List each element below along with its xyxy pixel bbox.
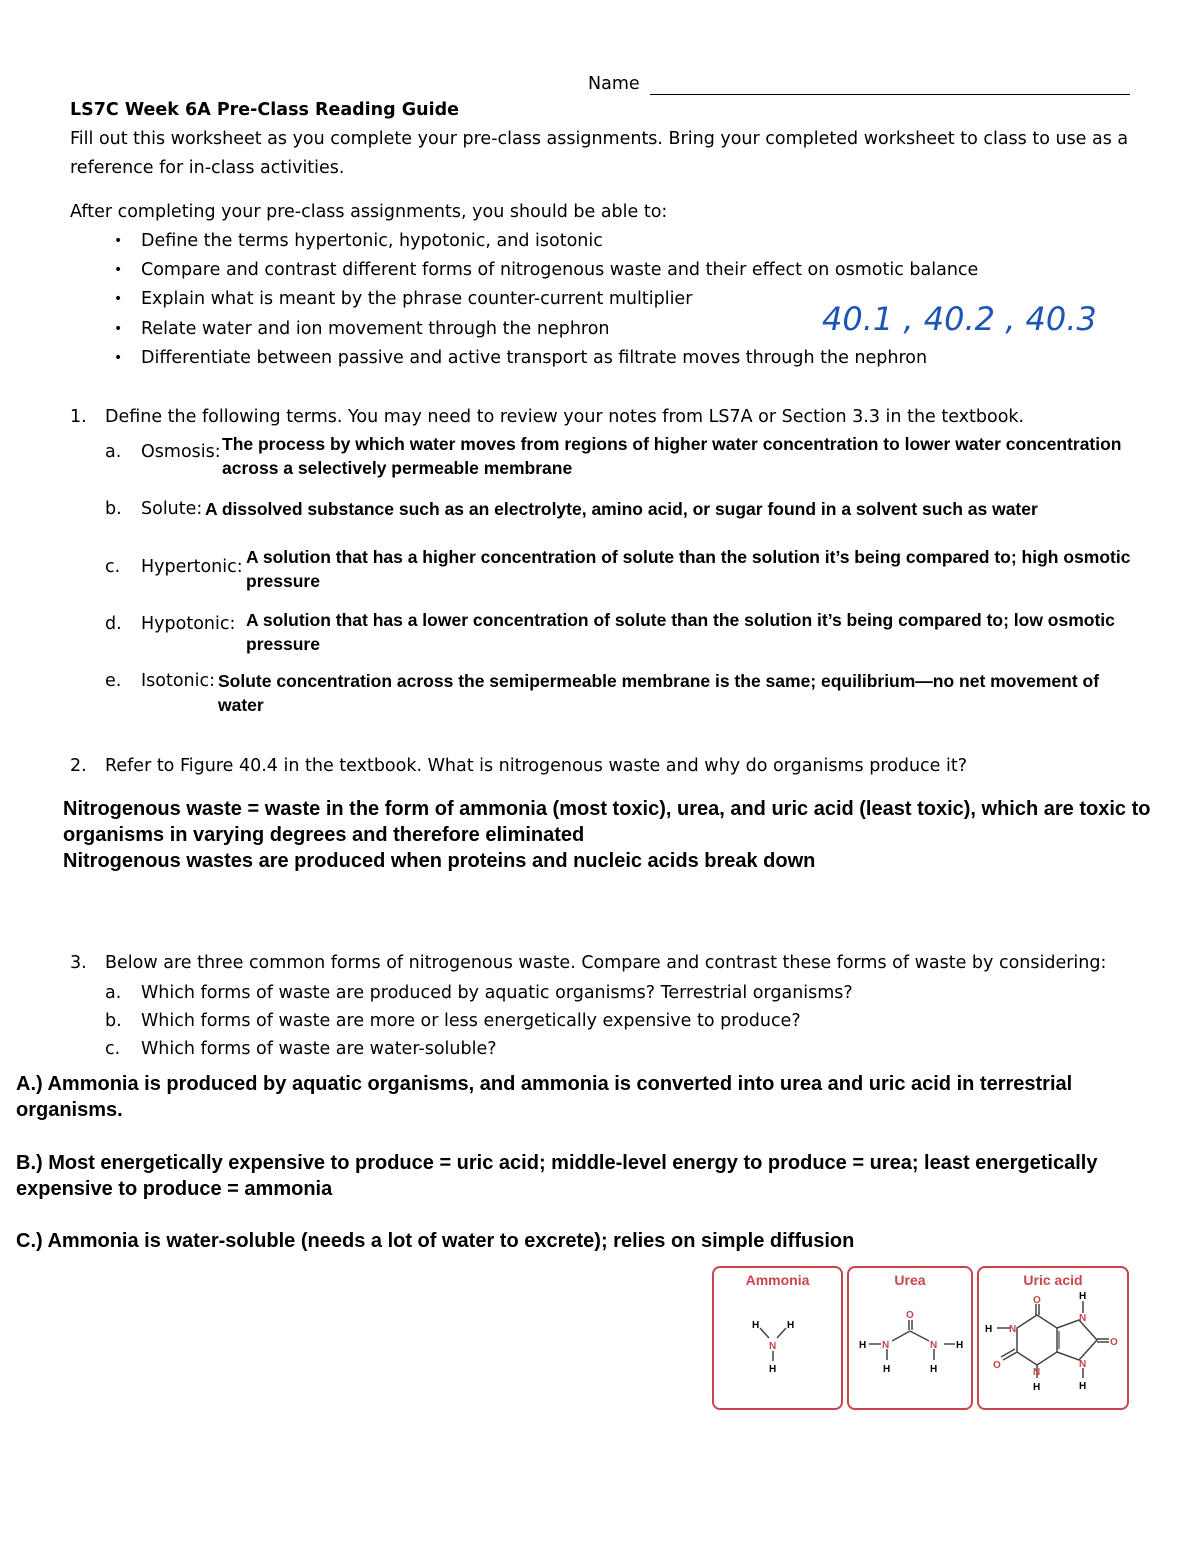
q1-letter: c. [105,557,121,577]
q3-answer-a[interactable]: A.) Ammonia is produced by aquatic organisms, and ammonia is converted into urea and uric acid in terrestrial organisms. [16,1073,1073,1121]
objective-item: Explain what is meant by the phrase counter-current multiplier [141,289,693,309]
atom-h: H [787,1320,795,1331]
atom-n: N [1079,1359,1087,1370]
q1-term: Hypertonic: [141,557,243,577]
objective-item: Compare and contrast different forms of nitrogenous waste and their effect on osmotic balance [141,260,979,280]
uric-acid-panel [977,1266,1129,1410]
q1-prompt: Define the following terms. You may need to review your notes from LS7A or Section 3.3 in the textbook. [105,407,1025,427]
objective-item: Relate water and ion movement through the nephron [141,319,610,339]
urea-structure [849,1268,971,1408]
q2-prompt: Refer to Figure 40.4 in the textbook. What is nitrogenous waste and why do organisms produce it? [105,756,968,776]
q3-letter: a. [105,983,122,1003]
atom-o: O [993,1360,1001,1371]
atom-h: H [859,1340,867,1351]
atom-n: N [1009,1324,1017,1335]
objectives-lead: After completing your pre-class assignments, you should be able to: [70,202,668,222]
intro-line-1: Fill out this worksheet as you complete your pre-class assignments. Bring your completed worksheet to class to use as a [70,129,1129,149]
urea-panel [847,1266,973,1410]
atom-h: H [883,1364,891,1375]
objective-item: Differentiate between passive and active transport as filtrate moves through the nephron [141,348,928,368]
q1-answer-osmosis[interactable]: The process by which water moves from regions of higher water concentration to lower water concentration across a selectively permeable membrane [222,434,1122,478]
atom-n: N [930,1340,938,1351]
atom-n: N [1033,1367,1041,1378]
atom-h: H [1079,1381,1087,1392]
atom-h: H [769,1364,777,1375]
ammonia-title: Ammonia [745,1272,810,1288]
objective-item: Define the terms hypertonic, hypotonic, and isotonic [141,231,603,251]
q1-term: Isotonic: [141,671,216,691]
atom-o: O [1033,1295,1041,1306]
page-title: LS7C Week 6A Pre-Class Reading Guide [70,100,459,120]
atom-h: H [985,1324,993,1335]
q2-answer-2[interactable]: Nitrogenous wastes are produced when proteins and nucleic acids break down [63,850,816,872]
q3-sub: Which forms of waste are water-soluble? [141,1039,497,1059]
q3-answer-c[interactable]: C.) Ammonia is water-soluble (needs a lot of water to excrete); relies on simple diffusion [16,1230,855,1252]
name-label: Name [588,74,640,94]
atom-n: N [1079,1313,1087,1324]
q1-letter: b. [105,499,122,519]
atom-o: O [1110,1337,1118,1348]
q3-answer-b[interactable]: B.) Most energetically expensive to produce = uric acid; middle-level energy to produce = urea; least energetically expensive to produce = ammonia [16,1152,1098,1200]
q1-letter: e. [105,671,122,691]
handwritten-note: 40.1 , 40.2 , 40.3 [822,300,1097,338]
q3-letter: c. [105,1039,121,1059]
q1-answer-solute[interactable]: A dissolved substance such as an electrolyte, amino acid, or sugar found in a solvent such as water [205,499,1038,519]
q1-term: Osmosis: [141,442,221,462]
q1-answer-isotonic[interactable]: Solute concentration across the semipermeable membrane is the same; equilibrium—no net movement of water [218,671,1100,715]
bullet-icon: • [114,291,123,307]
intro-line-2: reference for in-class activities. [70,158,345,178]
atom-n: N [769,1341,777,1352]
atom-h: H [1033,1382,1041,1393]
q3-prompt: Below are three common forms of nitrogenous waste. Compare and contrast these forms of waste by considering: [105,953,1107,973]
q1-letter: d. [105,614,122,634]
bullet-icon: • [114,233,123,249]
q1-term: Hypotonic: [141,614,236,634]
atom-h: H [752,1320,760,1331]
atom-h: H [1079,1291,1087,1302]
q3-sub: Which forms of waste are more or less energetically expensive to produce? [141,1011,801,1031]
q2-number: 2. [70,756,87,776]
atom-n: N [882,1340,890,1351]
q3-number: 3. [70,953,87,973]
ammonia-panel [712,1266,843,1410]
ammonia-structure [714,1268,841,1408]
uric-acid-structure [979,1268,1127,1408]
q1-answer-hypertonic[interactable]: A solution that has a higher concentration of solute than the solution it’s being compared to; high osmotic pressure [246,547,1131,591]
q3-letter: b. [105,1011,122,1031]
q1-term: Solute: [141,499,203,519]
name-field[interactable] [650,94,1130,95]
atom-o: O [906,1310,914,1321]
uric-acid-title: Uric acid [1023,1272,1083,1288]
q1-number: 1. [70,407,87,427]
q1-letter: a. [105,442,122,462]
urea-title: Urea [894,1272,926,1288]
q2-answer-1[interactable]: Nitrogenous waste = waste in the form of ammonia (most toxic), urea, and uric acid (least toxic), which are toxic to organisms in varying degrees and therefore eliminated [63,798,1151,846]
q3-sub: Which forms of waste are produced by aquatic organisms? Terrestrial organisms? [141,983,853,1003]
bullet-icon: • [114,321,123,337]
atom-h: H [956,1340,964,1351]
q1-answer-hypotonic[interactable]: A solution that has a lower concentration of solute than the solution it’s being compared to; low osmotic pressure [246,610,1115,654]
bullet-icon: • [114,350,123,366]
bullet-icon: • [114,262,123,278]
atom-h: H [930,1364,938,1375]
